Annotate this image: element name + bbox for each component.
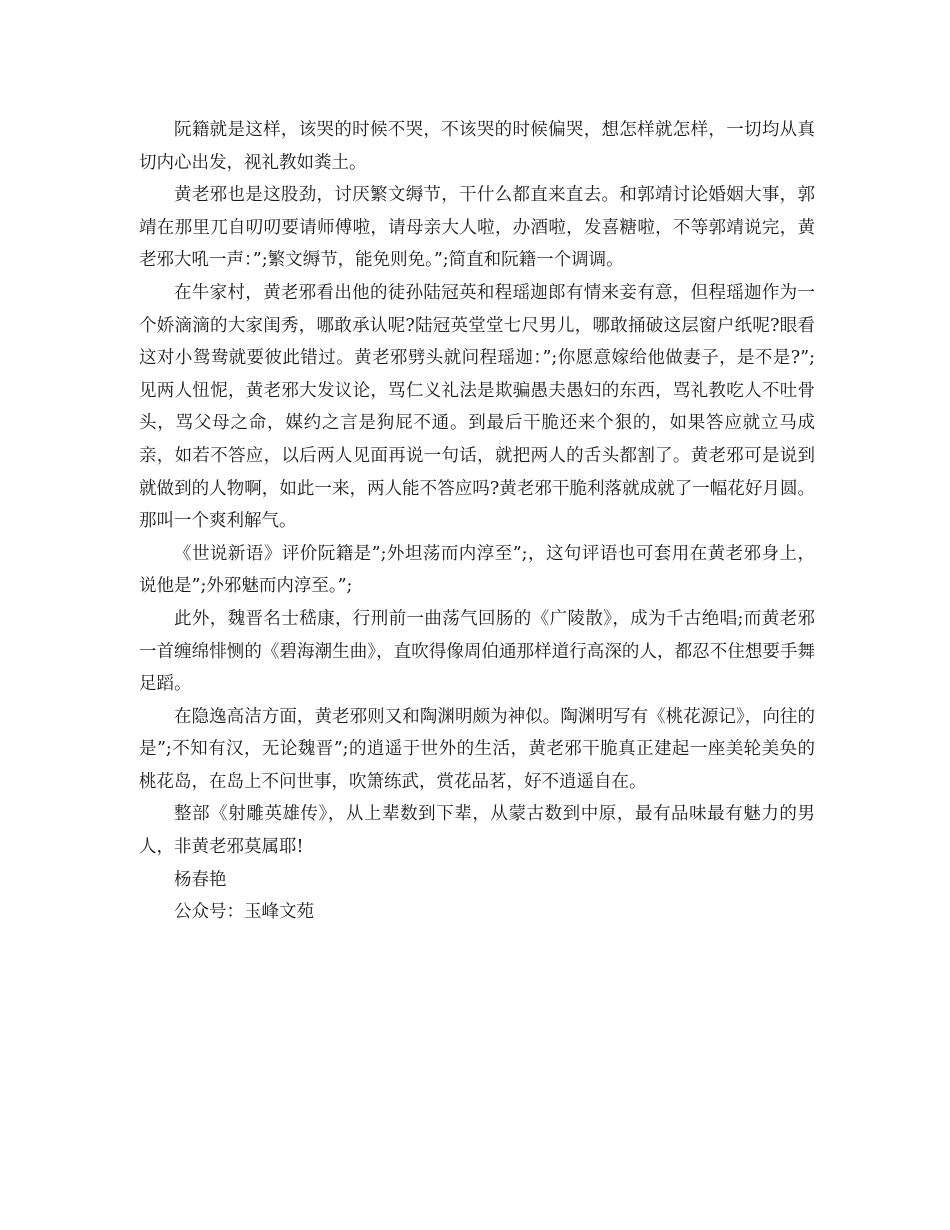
paragraph-niujia-village: 在牛家村，黄老邪看出他的徒孙陆冠英和程瑶迦郎有情来妾有意，但程瑶迦作为一个娇滴滴的大家闺秀，哪敢承认呢?陆冠英堂堂七尺男儿，哪敢捅破这层窗户纸呢?眼看这对小鸳鸯就要彼此错过。黄老邪劈头就问程瑶迦：”;你愿意嫁给他做妻子，是不是?”;见两人忸怩，黄老邪大发议论，骂仁义礼法是欺骗愚夫愚妇的东西，骂礼教吃人不吐骨头，骂父母之命，媒约之言是狗屁不通。到最后干脆还来个狠的，如果答应就立马成亲，如若不答应，以后两人见面再说一句话，就把两人的舌头都割了。黄老邪可是说到就做到的人物啊，如此一来，两人能不答应吗?黄老邪干脆利落就成就了一幅花好月圆。那叫一个爽利解气。 (139, 282, 815, 532)
paragraph-shishuo-xinyu: 《世说新语》评价阮籍是”;外坦荡而内淳至”;，这句评语也可套用在黄老邪身上，说他是”;外邪魅而内淳至。”; (139, 543, 815, 597)
paragraph-huang-laoxie-etiquette: 黄老邪也是这股劲，讨厌繁文缛节，干什么都直来直去。和郭靖讨论婚姻大事，郭靖在那里兀自叨叨要请师傅啦，请母亲大人啦，办酒啦，发喜糖啦，不等郭靖说完，黄老邪大吼一声：”;繁文缛节，能免则免。”;简直和阮籍一个调调。 (139, 185, 815, 271)
paragraph-music: 此外，魏晋名士嵇康，行刑前一曲荡气回肠的《广陵散》，成为千古绝唱;而黄老邪一首缠绵悱恻的《碧海潮生曲》，直吹得像周伯通那样道行高深的人，都忍不住想要手舞足蹈。 (139, 608, 815, 695)
document-page (139, 114, 815, 929)
public-account: 公众号：玉峰文苑 (174, 902, 314, 923)
paragraph-ruan-ji: 阮籍就是这样，该哭的时候不哭，不该哭的时候偏哭，想怎样就怎样，一切均从真切内心出发，视礼教如粪土。 (139, 120, 815, 173)
paragraph-tao-yuanming: 在隐逸高洁方面，黄老邪则又和陶渊明颇为神似。陶渊明写有《桃花源记》，向往的是”;不知有汉，无论魏晋”;的逍遥于世外的生活，黄老邪干脆真正建起一座美轮美奂的桃花岛，在岛上不问世事，吹箫练武，赏花品茗，好不逍遥自在。 (139, 706, 815, 792)
author-name: 杨春艳 (174, 869, 227, 890)
paragraph-conclusion: 整部《射雕英雄传》，从上辈数到下辈，从蒙古数到中原，最有品味最有魅力的男人，非黄老邪莫属耶! (139, 804, 815, 858)
